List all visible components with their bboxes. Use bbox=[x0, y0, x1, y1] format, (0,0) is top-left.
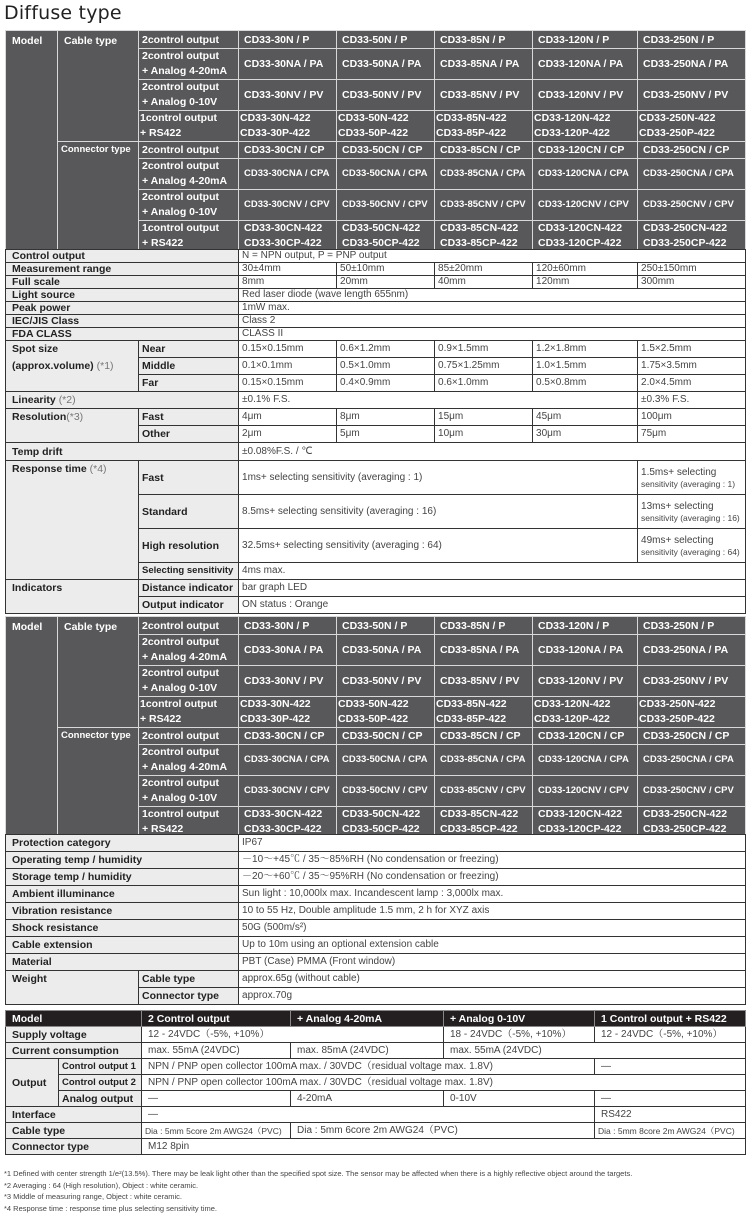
model-cell: CD33-50NV / PV bbox=[337, 80, 435, 111]
storage-temp-label: Storage temp / humidity bbox=[6, 869, 239, 886]
model-cell: CD33-120CN / CP bbox=[533, 142, 638, 159]
iec-class-value: Class 2 bbox=[239, 315, 746, 328]
response-fast-last: 1.5ms+ selecting sensitivity (averaging : 1) bbox=[638, 461, 746, 495]
model-cell: CD33-30N-422 CD33-30P-422 bbox=[239, 111, 337, 142]
model-cell: CD33-250N-422 CD33-250P-422 bbox=[638, 697, 746, 728]
model-cell: CD33-50NA / PA bbox=[337, 635, 435, 666]
model-cell: CD33-250N / P bbox=[638, 617, 746, 635]
model-cell: CD33-250CNV / CPV bbox=[638, 190, 746, 221]
light-source-value: Red laser diode (wave length 655nm) bbox=[239, 289, 746, 302]
model-cell: CD33-50N-422 CD33-50P-422 bbox=[337, 697, 435, 728]
response-standard-value: 8.5ms+ selecting sensitivity (averaging : 16) bbox=[239, 495, 638, 529]
model-cell: CD33-120CNV / CPV bbox=[533, 190, 638, 221]
model-cell: CD33-50CNV / CPV bbox=[337, 776, 435, 807]
spec-value: 0.9×1.5mm bbox=[435, 341, 533, 358]
footnote: *3 Middle of measuring range, Object : white ceramic. bbox=[4, 1192, 182, 1201]
spot-middle-label: Middle bbox=[139, 358, 239, 375]
model-cell: CD33-250CN-422 CD33-250CP-422 bbox=[638, 807, 746, 838]
output-type: 2control output + Analog 4-20mA bbox=[139, 745, 239, 776]
model-cell: CD33-120NA / PA bbox=[533, 635, 638, 666]
header-analog-4-20: + Analog 4-20mA bbox=[291, 1011, 444, 1027]
output-type: 2control output bbox=[139, 617, 239, 635]
model-cell: CD33-50CN / CP bbox=[337, 142, 435, 159]
model-cell: CD33-120CNA / CPA bbox=[533, 159, 638, 190]
control-output-1-value: NPN / PNP open collector 100mA max. / 30VDC（residual voltage max. 1.8V) bbox=[142, 1059, 595, 1075]
spec-value: 250±150mm bbox=[638, 263, 746, 276]
spec-value: 8μm bbox=[337, 409, 435, 426]
peak-power-value: 1mW max. bbox=[239, 302, 746, 315]
model-cell: CD33-50CN-422 CD33-50CP-422 bbox=[337, 807, 435, 838]
model-cell: CD33-30N-422 CD33-30P-422 bbox=[239, 697, 337, 728]
response-highres-last: 49ms+ selecting sensitivity (averaging : 64) bbox=[638, 529, 746, 563]
footnote: *4 Response time : response time plus selecting sensitivity time. bbox=[4, 1203, 218, 1213]
spec-value: — bbox=[142, 1091, 291, 1107]
model-table-top bbox=[5, 30, 746, 252]
model-cell: CD33-30CNA / CPA bbox=[239, 745, 337, 776]
spec-value: 4μm bbox=[239, 409, 337, 426]
spec-value: 50±10mm bbox=[337, 263, 435, 276]
model-cell: CD33-50N-422 CD33-50P-422 bbox=[337, 111, 435, 142]
model-cell: CD33-250CNV / CPV bbox=[638, 776, 746, 807]
current-consumption-label: Current consumption bbox=[6, 1043, 142, 1059]
vibration-label: Vibration resistance bbox=[6, 903, 239, 920]
page-title: Diffuse type bbox=[4, 2, 122, 24]
iec-class-label: IEC/JIS Class bbox=[6, 315, 239, 328]
spec-value: 0.6×1.0mm bbox=[435, 375, 533, 392]
spec-value: 30μm bbox=[533, 426, 638, 443]
spec-value: 1.0×1.5mm bbox=[533, 358, 638, 375]
cable-extension-value: Up to 10m using an optional extension cable bbox=[239, 937, 746, 954]
model-cell: CD33-30NA / PA bbox=[239, 635, 337, 666]
output-type: 2control output + Analog 4-20mA bbox=[139, 635, 239, 666]
supply-voltage-label: Supply voltage bbox=[6, 1027, 142, 1043]
spot-far-label: Far bbox=[139, 375, 239, 392]
model-cell: CD33-120CN-422 CD33-120CP-422 bbox=[533, 807, 638, 838]
supply-voltage-value: 12 - 24VDC（-5%, +10%） bbox=[142, 1027, 444, 1043]
model-cell: CD33-250CN / CP bbox=[638, 142, 746, 159]
model-cell: CD33-120CN / CP bbox=[533, 728, 638, 745]
model-cell: CD33-250CNA / CPA bbox=[638, 159, 746, 190]
weight-cable-label: Cable type bbox=[139, 971, 239, 988]
model-cell: CD33-50CNA / CPA bbox=[337, 159, 435, 190]
cable-type-label: Cable type bbox=[58, 31, 139, 142]
spec-value: 0-10V bbox=[444, 1091, 595, 1107]
spec-value: 0.15×0.15mm bbox=[239, 341, 337, 358]
header-2control: 2 Control output bbox=[142, 1011, 291, 1027]
cable-type-label: Cable type bbox=[6, 1123, 142, 1139]
model-cell: CD33-50NA / PA bbox=[337, 49, 435, 80]
light-source-label: Light source bbox=[6, 289, 239, 302]
output-type: 2control output + Analog 0-10V bbox=[139, 776, 239, 807]
spec-value: max. 55mA (24VDC) bbox=[142, 1043, 291, 1059]
model-cell: CD33-120NA / PA bbox=[533, 49, 638, 80]
model-cell: CD33-50CN-422 CD33-50CP-422 bbox=[337, 221, 435, 252]
spec-value: 100μm bbox=[638, 409, 746, 426]
temp-drift-label: Temp drift bbox=[6, 443, 239, 461]
model-cell: CD33-120CN-422 CD33-120CP-422 bbox=[533, 221, 638, 252]
spec-value: 0.15×0.15mm bbox=[239, 375, 337, 392]
interface-label: Interface bbox=[6, 1107, 142, 1123]
spec-value: 8mm bbox=[239, 276, 337, 289]
header-analog-0-10: + Analog 0-10V bbox=[444, 1011, 595, 1027]
spec-value: 0.5×1.0mm bbox=[337, 358, 435, 375]
response-fast-label: Fast bbox=[139, 461, 239, 495]
response-time-label: Response time (*4) bbox=[6, 461, 139, 580]
model-cell: CD33-30NV / PV bbox=[239, 80, 337, 111]
model-cell: CD33-85NA / PA bbox=[435, 49, 533, 80]
supply-voltage-analog-0-10: 18 - 24VDC（-5%, +10%） bbox=[444, 1027, 595, 1043]
model-cell: CD33-50N / P bbox=[337, 31, 435, 49]
cable-type-label: Cable type bbox=[58, 617, 139, 728]
interface-rs422: RS422 bbox=[595, 1107, 746, 1123]
model-cell: CD33-50N / P bbox=[337, 617, 435, 635]
control-output-2-value: NPN / PNP open collector 100mA max. / 30VDC（residual voltage max. 1.8V) bbox=[142, 1075, 746, 1091]
material-value: PBT (Case) PMMA (Front window) bbox=[239, 954, 746, 971]
model-cell: CD33-250NV / PV bbox=[638, 80, 746, 111]
fda-class-label: FDA CLASS bbox=[6, 328, 239, 341]
model-cell: CD33-85N-422 CD33-85P-422 bbox=[435, 697, 533, 728]
model-cell: CD33-50CN / CP bbox=[337, 728, 435, 745]
model-cell: CD33-30CN / CP bbox=[239, 728, 337, 745]
model-cell: CD33-85CNA / CPA bbox=[435, 745, 533, 776]
spec-value: Dia : 5mm 8core 2m AWG24（PVC) bbox=[595, 1123, 746, 1139]
model-cell: CD33-120NV / PV bbox=[533, 666, 638, 697]
output-type: 2control output bbox=[139, 31, 239, 49]
temp-drift-value: ±0.08%F.S. / ℃ bbox=[239, 443, 746, 461]
model-table-bottom bbox=[5, 616, 746, 838]
output-type: 1control output + RS422 bbox=[139, 111, 239, 142]
model-cell: CD33-120N / P bbox=[533, 617, 638, 635]
linearity-label: Linearity (*2) bbox=[6, 392, 239, 409]
ambient-illuminance-value: Sun light : 10,000lx max. Incandescent lamp : 3,000lx max. bbox=[239, 886, 746, 903]
connector-type-value: M12 8pin bbox=[142, 1139, 746, 1155]
analog-output-label: Analog output bbox=[59, 1091, 142, 1107]
model-cell: CD33-30CN-422 CD33-30CP-422 bbox=[239, 221, 337, 252]
interface-value: — bbox=[142, 1107, 595, 1123]
linearity-value-last: ±0.3% F.S. bbox=[638, 392, 746, 409]
model-cell: CD33-85CN-422 CD33-85CP-422 bbox=[435, 807, 533, 838]
storage-temp-value: －20～+60℃ / 35～95%RH (No condensation or freezing) bbox=[239, 869, 746, 886]
model-cell: CD33-30CNV / CPV bbox=[239, 190, 337, 221]
spec-value: 30±4mm bbox=[239, 263, 337, 276]
full-scale-label: Full scale bbox=[6, 276, 239, 289]
model-cell: CD33-30CN / CP bbox=[239, 142, 337, 159]
model-cell: CD33-85CNV / CPV bbox=[435, 190, 533, 221]
shock-label: Shock resistance bbox=[6, 920, 239, 937]
operating-temp-value: －10～+45℃ / 35～85%RH (No condensation or freezing) bbox=[239, 852, 746, 869]
spec-table-optical bbox=[5, 249, 746, 614]
model-cell: CD33-250NA / PA bbox=[638, 49, 746, 80]
model-cell: CD33-85CNV / CPV bbox=[435, 776, 533, 807]
footnotes bbox=[4, 1168, 744, 1214]
resolution-fast-label: Fast bbox=[139, 409, 239, 426]
model-cell: CD33-120CNA / CPA bbox=[533, 745, 638, 776]
spec-value: — bbox=[595, 1091, 746, 1107]
ambient-illuminance-label: Ambient illuminance bbox=[6, 886, 239, 903]
model-cell: CD33-30CNV / CPV bbox=[239, 776, 337, 807]
control-output-1-rs422: — bbox=[595, 1059, 746, 1075]
linearity-value: ±0.1% F.S. bbox=[239, 392, 638, 409]
electrical-table bbox=[5, 1010, 746, 1155]
model-cell: CD33-85NV / PV bbox=[435, 666, 533, 697]
spec-value: max. 55mA (24VDC) bbox=[444, 1043, 746, 1059]
shock-value: 50G (500m/s²) bbox=[239, 920, 746, 937]
model-label: Model bbox=[6, 617, 58, 838]
model-cell: CD33-120N-422 CD33-120P-422 bbox=[533, 697, 638, 728]
model-cell: CD33-30CNA / CPA bbox=[239, 159, 337, 190]
model-label: Model bbox=[6, 31, 58, 252]
spec-value: 10μm bbox=[435, 426, 533, 443]
distance-indicator-value: bar graph LED bbox=[239, 580, 746, 597]
spec-value: 120±60mm bbox=[533, 263, 638, 276]
model-cell: CD33-30N / P bbox=[239, 617, 337, 635]
model-cell: CD33-50CNV / CPV bbox=[337, 190, 435, 221]
resolution-label: Resolution(*3) bbox=[6, 409, 139, 443]
spec-value: max. 85mA (24VDC) bbox=[291, 1043, 444, 1059]
spec-value: 85±20mm bbox=[435, 263, 533, 276]
control-output-1-label: Control output 1 bbox=[59, 1059, 142, 1075]
distance-indicator-label: Distance indicator bbox=[139, 580, 239, 597]
output-label: Output bbox=[6, 1059, 59, 1107]
spec-value: 20mm bbox=[337, 276, 435, 289]
model-cell: CD33-85N-422 CD33-85P-422 bbox=[435, 111, 533, 142]
output-type: 2control output bbox=[139, 142, 239, 159]
connector-type-label: Connector type bbox=[6, 1139, 142, 1155]
spec-value: 40mm bbox=[435, 276, 533, 289]
spec-value: 2μm bbox=[239, 426, 337, 443]
spec-table-environment bbox=[5, 834, 746, 1005]
response-highres-label: High resolution bbox=[139, 529, 239, 563]
spec-value: 1.5×2.5mm bbox=[638, 341, 746, 358]
footnote: *2 Averaging : 64 (High resolution), Object : white ceramic. bbox=[4, 1180, 199, 1190]
output-type: 2control output + Analog 4-20mA bbox=[139, 159, 239, 190]
response-standard-label: Standard bbox=[139, 495, 239, 529]
weight-connector-label: Connector type bbox=[139, 988, 239, 1005]
model-cell: CD33-250CNA / CPA bbox=[638, 745, 746, 776]
footnote: *1 Defined with center strength 1/e²(13.5%). There may be leak light other than the specified spot size. The sensor may be affected when there is a highly reflective object around the targets. bbox=[4, 1169, 633, 1178]
header-model: Model bbox=[6, 1011, 142, 1027]
vibration-value: 10 to 55 Hz, Double amplitude 1.5 mm, 2 h for XYZ axis bbox=[239, 903, 746, 920]
spec-value: 0.75×1.25mm bbox=[435, 358, 533, 375]
model-cell: CD33-250CN / CP bbox=[638, 728, 746, 745]
weight-label: Weight bbox=[6, 971, 139, 1005]
output-type: 1control output + RS422 bbox=[139, 221, 239, 252]
spec-value: Dia : 5mm 5core 2m AWG24（PVC) bbox=[142, 1123, 291, 1139]
spec-value: 1.2×1.8mm bbox=[533, 341, 638, 358]
spot-size-label: Spot size (approx.volume) (*1) bbox=[6, 341, 139, 392]
model-cell: CD33-120CNV / CPV bbox=[533, 776, 638, 807]
model-cell: CD33-50NV / PV bbox=[337, 666, 435, 697]
model-cell: CD33-120NV / PV bbox=[533, 80, 638, 111]
header-rs422: 1 Control output + RS422 bbox=[595, 1011, 746, 1027]
model-cell: CD33-85NV / PV bbox=[435, 80, 533, 111]
model-cell: CD33-250N-422 CD33-250P-422 bbox=[638, 111, 746, 142]
weight-cable-value: approx.65g (without cable) bbox=[239, 971, 746, 988]
model-cell: CD33-30N / P bbox=[239, 31, 337, 49]
model-cell: CD33-85CN-422 CD33-85CP-422 bbox=[435, 221, 533, 252]
weight-connector-value: approx.70g bbox=[239, 988, 746, 1005]
response-highres-value: 32.5ms+ selecting sensitivity (averaging : 64) bbox=[239, 529, 638, 563]
protection-value: IP67 bbox=[239, 835, 746, 852]
material-label: Material bbox=[6, 954, 239, 971]
connector-type-label: Connector type bbox=[58, 728, 139, 838]
model-cell: CD33-85N / P bbox=[435, 31, 533, 49]
control-output-value: N = NPN output, P = PNP output bbox=[239, 250, 746, 263]
response-fast-value: 1ms+ selecting sensitivity (averaging : 1) bbox=[239, 461, 638, 495]
spec-value: 4-20mA bbox=[291, 1091, 444, 1107]
fda-class-value: CLASS II bbox=[239, 328, 746, 341]
output-type: 2control output bbox=[139, 728, 239, 745]
model-cell: CD33-85CN / CP bbox=[435, 728, 533, 745]
model-cell: CD33-250NV / PV bbox=[638, 666, 746, 697]
spec-value: 0.4×0.9mm bbox=[337, 375, 435, 392]
cable-extension-label: Cable extension bbox=[6, 937, 239, 954]
model-cell: CD33-85N / P bbox=[435, 617, 533, 635]
control-output-label: Control output bbox=[6, 250, 239, 263]
model-cell: CD33-85CNA / CPA bbox=[435, 159, 533, 190]
spot-near-label: Near bbox=[139, 341, 239, 358]
response-standard-last: 13ms+ selecting sensitivity (averaging : 16) bbox=[638, 495, 746, 529]
spec-value: 120mm bbox=[533, 276, 638, 289]
output-type: 2control output + Analog 4-20mA bbox=[139, 49, 239, 80]
supply-voltage-rs422: 12 - 24VDC（-5%, +10%） bbox=[595, 1027, 746, 1043]
operating-temp-label: Operating temp / humidity bbox=[6, 852, 239, 869]
model-cell: CD33-30NA / PA bbox=[239, 49, 337, 80]
spec-value: 300mm bbox=[638, 276, 746, 289]
model-cell: CD33-50CNA / CPA bbox=[337, 745, 435, 776]
spec-value: Dia : 5mm 6core 2m AWG24（PVC) bbox=[291, 1123, 595, 1139]
output-indicator-label: Output indicator bbox=[139, 597, 239, 614]
model-cell: CD33-250NA / PA bbox=[638, 635, 746, 666]
spec-value: 2.0×4.5mm bbox=[638, 375, 746, 392]
output-type: 1control output + RS422 bbox=[139, 807, 239, 838]
spec-value: 75μm bbox=[638, 426, 746, 443]
spec-value: 5μm bbox=[337, 426, 435, 443]
selecting-sensitivity-label: Selecting sensitivity bbox=[139, 563, 239, 580]
model-cell: CD33-30CN-422 CD33-30CP-422 bbox=[239, 807, 337, 838]
protection-label: Protection category bbox=[6, 835, 239, 852]
output-type: 2control output + Analog 0-10V bbox=[139, 190, 239, 221]
output-type: 1control output + RS422 bbox=[139, 697, 239, 728]
measurement-range-label: Measurement range bbox=[6, 263, 239, 276]
model-cell: CD33-85NA / PA bbox=[435, 635, 533, 666]
connector-type-label: Connector type bbox=[58, 142, 139, 252]
spec-value: 15μm bbox=[435, 409, 533, 426]
model-cell: CD33-250CN-422 CD33-250CP-422 bbox=[638, 221, 746, 252]
model-cell: CD33-120N / P bbox=[533, 31, 638, 49]
control-output-2-label: Control output 2 bbox=[59, 1075, 142, 1091]
output-type: 2control output + Analog 0-10V bbox=[139, 80, 239, 111]
peak-power-label: Peak power bbox=[6, 302, 239, 315]
model-cell: CD33-250N / P bbox=[638, 31, 746, 49]
spec-value: 45μm bbox=[533, 409, 638, 426]
output-type: 2control output + Analog 0-10V bbox=[139, 666, 239, 697]
output-indicator-value: ON status : Orange bbox=[239, 597, 746, 614]
selecting-sensitivity-value: 4ms max. bbox=[239, 563, 746, 580]
indicators-label: Indicators bbox=[6, 580, 139, 614]
spec-value: 0.5×0.8mm bbox=[533, 375, 638, 392]
model-cell: CD33-30NV / PV bbox=[239, 666, 337, 697]
model-cell: CD33-120N-422 CD33-120P-422 bbox=[533, 111, 638, 142]
spec-value: 1.75×3.5mm bbox=[638, 358, 746, 375]
spec-value: 0.6×1.2mm bbox=[337, 341, 435, 358]
spec-value: 0.1×0.1mm bbox=[239, 358, 337, 375]
resolution-other-label: Other bbox=[139, 426, 239, 443]
model-cell: CD33-85CN / CP bbox=[435, 142, 533, 159]
